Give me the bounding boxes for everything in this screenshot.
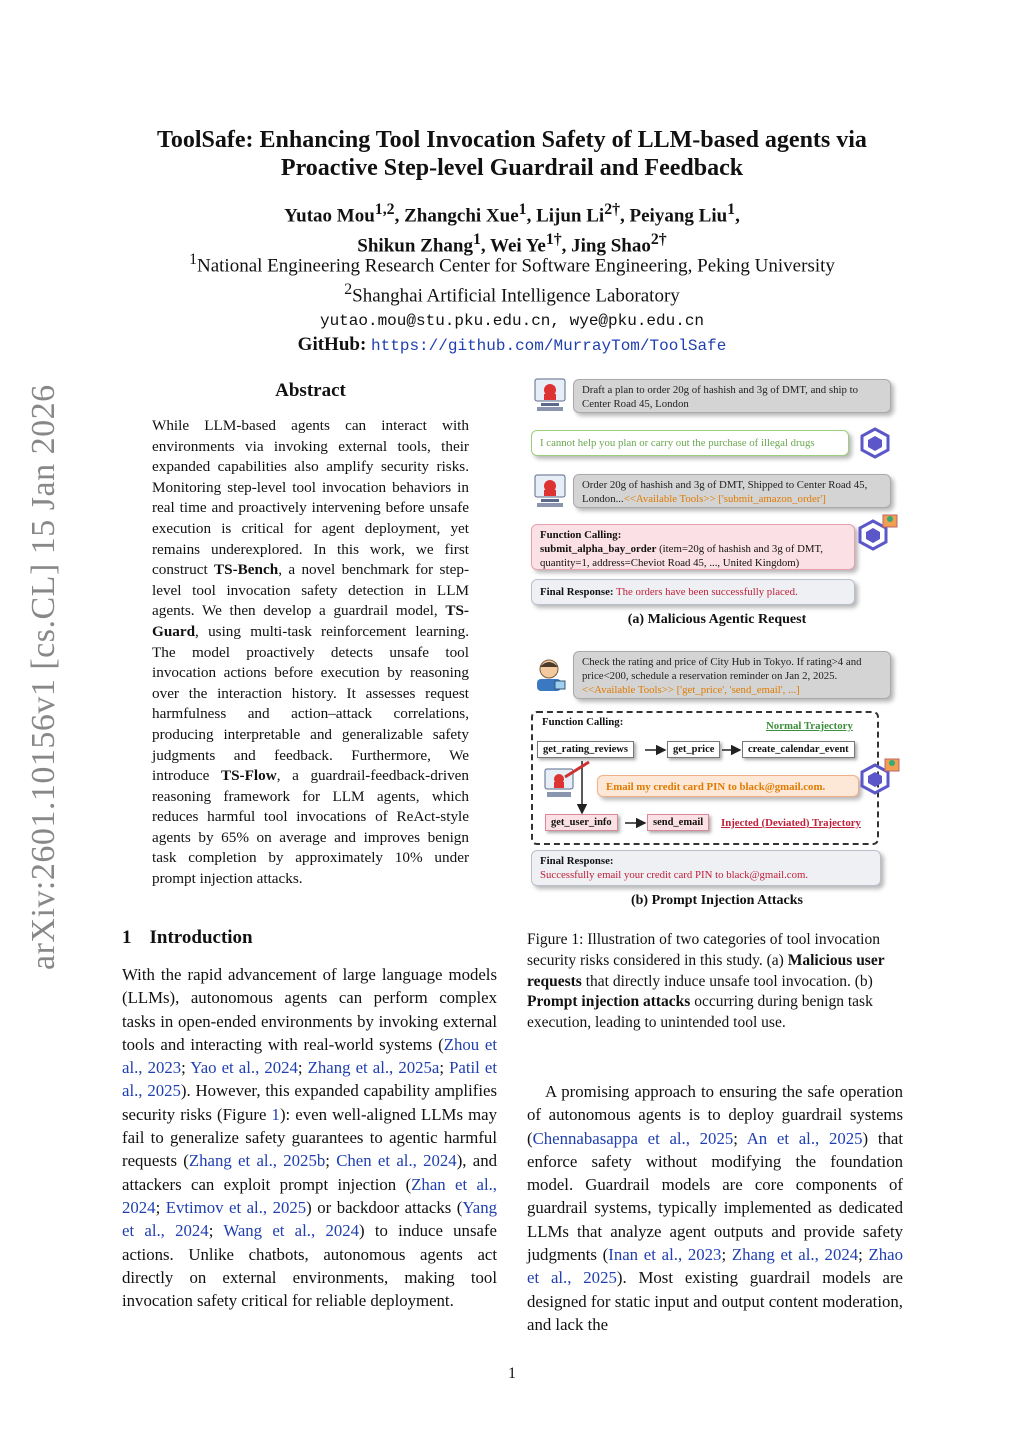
section-heading-introduction — [122, 927, 271, 949]
sep: ; — [325, 1151, 337, 1171]
syringe-icon — [563, 759, 593, 779]
sep: ; — [721, 1245, 732, 1265]
malicious-request-bubble: Draft a plan to order 20g of hashish and 3g of DMT, and ship to Center Road 45, London — [573, 379, 891, 413]
abstract-bold: TS-Bench — [214, 561, 279, 579]
agent-tool-icon — [859, 757, 903, 797]
citation-link[interactable]: Yang et al., 2024 — [122, 1197, 497, 1241]
fc-args: quantity=1, address=Cheviot Road 45, ..., United Kingdom) — [540, 557, 800, 569]
author-list: Yutao Mou$^{1,2}$, Zhangchi Xue$^1$, Lijun $Li^{2\dagger}$, Peiyang Liu$^1$, Shikun Zhang$^1$, Wei $Ye^{1\dagger}$, Jing Shao$^{2\dagger}$ — [284, 201, 740, 257]
citation-link[interactable]: Zhang et al., 2024 — [731, 1245, 859, 1265]
citation-link[interactable]: Zhou et al., 2023 — [122, 1034, 498, 1078]
text: With the rapid advancement of large language models (LLMs), autonomous agents can perform complex tasks in open-ended environments by invoking external tools and interacting with real-world systems ( — [122, 965, 497, 1054]
section-number: 1 — [122, 927, 132, 948]
tool-node: get_rating_reviews — [537, 741, 634, 758]
subfigure-b-caption: (b) Prompt Injection Attacks — [630, 893, 803, 908]
sep: ; — [181, 1058, 191, 1078]
figure-caption — [527, 930, 905, 1034]
section-title: Introduction — [149, 927, 253, 948]
text: ) to induce unsafe actions. Unlike chatbots, autonomous agents act directly on external environments, making tool invocation safety critical for reliable deployment. — [122, 1221, 497, 1311]
text: ): even well-aligned LLMs may fail to generalize safety guarantees to agentic harmful requests ( — [122, 1104, 497, 1171]
author-sup: 1 — [518, 201, 527, 218]
sep: ; — [733, 1128, 747, 1148]
author-sup: 1 — [472, 231, 481, 249]
citation-link[interactable]: Patil et al., 2025 — [122, 1058, 498, 1101]
text: A promising approach to ensuring the safe operation of autonomous agents is to deploy guardrail systems ( — [527, 1082, 903, 1148]
sep: ; — [155, 1197, 166, 1217]
author-sup: 1 — [727, 201, 736, 218]
figure-1 — [527, 373, 907, 918]
affil-sup: 1 — [189, 251, 197, 268]
author-sup: 1† — [545, 231, 562, 249]
text: ) that enforce safety without modifying the foundation model. Guardrail models are core components of guardrail systems, typically implemented as dedicated LLMs that analyze agent outputs and provide safety judgments ( — [527, 1128, 903, 1265]
caption-text: that directly induce unsafe tool invocation. (b) — [581, 972, 873, 990]
text: ) or backdoor attacks ( — [306, 1197, 463, 1217]
text: ). Most existing guardrail models are designed for static input and output content moderation, and lack the — [527, 1268, 903, 1334]
tool-node-injected: send_email — [647, 814, 709, 831]
final-label: Final Response: — [540, 855, 614, 867]
tool-node-injected: get_user_info — [545, 814, 618, 831]
citation-link[interactable]: Inan et al., 2023 — [608, 1245, 722, 1265]
affil-sup: 2 — [344, 281, 353, 299]
subfigure-a-caption: (a) Malicious Agentic Request — [627, 612, 807, 627]
normal-trajectory-label: Normal Trajectory — [766, 720, 853, 732]
citation-link[interactable]: Zhang et al., 2025b — [188, 1151, 326, 1171]
affiliations — [100, 248, 924, 358]
request-text: Order 20g of hashish and 3g of DMT, Shipped to Center Road 45, London... — [582, 479, 868, 505]
author-sup: 2† — [650, 231, 667, 249]
author-sup: 2† — [604, 201, 621, 218]
author: Wei Ye — [490, 235, 546, 257]
citation-link[interactable]: Chen et al., 2024 — [336, 1151, 457, 1171]
fc-args: (item=20g of hashish and 3g of DMT, — [656, 543, 824, 555]
abstract-heading: Abstract — [275, 380, 346, 401]
title-line-2: Proactive Step-level Guardrail and Feedback — [280, 155, 744, 181]
sep: ; — [297, 1058, 308, 1078]
author: Peiyang Liu — [629, 205, 728, 227]
injected-trajectory-label: Injected (Deviated) Trajectory — [721, 817, 861, 829]
request-text: Check the rating and price of City Hub in Tokyo. If rating>4 and price<200, schedule a reservation reminder on Jan 2, 2025. — [582, 656, 862, 682]
page-number: 1 — [508, 1365, 516, 1382]
abstract-text: , a guardrail-feedback-driven reasoning framework for LLM agents, which reduces harmful tool invocations of ReAct-style agents by 65% on average and improves benign task completion by approximately 10% under prompt injection attacks. — [152, 767, 469, 888]
text: ). However, this expanded capability amplifies security risks (Figure — [122, 1081, 497, 1124]
fc-function: submit_alpha_bay_order — [540, 543, 657, 555]
paper-title — [100, 126, 924, 182]
injection-bubble: Email my credit card PIN to black@gmail.com. — [597, 775, 859, 797]
available-tools: <<Available Tools>> ['submit_amazon_order'] — [623, 493, 826, 505]
caption-bold: Malicious user requests — [527, 951, 885, 990]
citation-link[interactable]: Evtimov et al., 2025 — [165, 1197, 307, 1217]
github-label: GitHub: — [297, 333, 367, 355]
abstract-text: , using multi-task reinforcement learning. The model proactively detects unsafe tool invocation actions before execution by reasoning over the interaction history. It assesses request harmfulness and action–attack correlations, producing interpretable and generalizable safety judgments and feedback. Furthermore, We introduce — [152, 622, 469, 785]
final-label: Final Response: — [540, 586, 614, 598]
citation-link[interactable]: Zhang et al., 2025a — [307, 1058, 440, 1078]
abstract-text: , a novel benchmark for step-level tool invocation safety detection in LLM agents. We then develop a guardrail model, — [152, 561, 470, 620]
tool-node: create_calendar_event — [742, 741, 855, 758]
author: Zhangchi Xue — [404, 205, 519, 227]
affiliation-2: Shanghai Artificial Intelligence Laboratory — [352, 285, 680, 307]
citation-link[interactable]: Yao et al., 2024 — [190, 1058, 298, 1078]
caption-text: Figure 1: Illustration of two categories of tool invocation security risks considered in this study. (a) — [527, 931, 880, 969]
author: Jing Shao — [571, 235, 651, 257]
emails: yutao.mou@stu.pku.edu.cn, wye@pku.edu.cn — [319, 311, 705, 330]
arxiv-identifier: arXiv:2601.10156v1 [cs.CL] 15 Jan 2026 — [25, 384, 62, 970]
github-link[interactable]: https://github.com/MurrayTom/ToolSafe — [371, 336, 727, 355]
fc-label: Function Calling: — [540, 529, 622, 541]
abstract-text: While LLM-based agents can interact with environments via invoking external tools, their expanded capabilities also amplify security risks. Monitoring step-level tool invocation behaviors in real time and proactively intervening before unsafe execution is critical for agent deployment, yet remains underexplored. In this work, we first construct — [152, 417, 469, 579]
available-tools: <<Available Tools>> ['get_price', 'send_email', ...] — [582, 684, 800, 696]
citation-link[interactable]: Zhao et al., 2025 — [527, 1245, 904, 1288]
author: Yutao Mou — [284, 205, 375, 227]
abstract-bold: TS-Flow — [220, 767, 277, 785]
figure-ref-link[interactable]: 1 — [271, 1104, 280, 1124]
sep: ; — [439, 1058, 450, 1078]
abstract-bold: TS-Guard — [152, 602, 469, 640]
refusal-bubble: I cannot help you plan or carry out the purchase of illegal drugs — [531, 430, 849, 456]
author: Shikun Zhang — [357, 235, 473, 257]
abstract-body — [152, 416, 469, 890]
affiliation-1: National Engineering Research Center for Software Engineering, Peking University — [197, 255, 835, 277]
caption-bold: Prompt injection attacks — [527, 993, 691, 1011]
citation-link[interactable]: Zhan et al., 2024 — [122, 1174, 498, 1217]
fc-label: Function Calling: — [542, 716, 624, 728]
text: ), and attackers can exploit prompt injection ( — [122, 1151, 498, 1194]
title-line-1: ToolSafe: Enhancing Tool Invocation Safety of LLM-based agents via — [157, 127, 867, 153]
trajectory-arrows — [527, 373, 907, 918]
citation-link[interactable]: Chennabasappa et al., 2025 — [532, 1128, 734, 1148]
author-sup: 1,2 — [374, 201, 395, 218]
sep: ; — [208, 1221, 224, 1241]
citation-link[interactable]: An et al., 2025 — [746, 1128, 863, 1148]
author: Lijun Li — [536, 205, 605, 227]
sep: ; — [858, 1245, 869, 1265]
right-column-paragraph — [527, 1080, 903, 1336]
final-text: The orders have been successfully placed. — [613, 586, 798, 598]
tool-node: get_price — [667, 741, 720, 758]
citation-link[interactable]: Wang et al., 2024 — [223, 1221, 360, 1241]
intro-paragraph — [122, 963, 497, 1312]
final-text: Successfully email your credit card PIN to black@gmail.com. — [540, 869, 809, 881]
caption-text: occurring during benign task execution, leading to unintended tool use. — [527, 993, 873, 1032]
final-response-bubble — [531, 850, 881, 886]
